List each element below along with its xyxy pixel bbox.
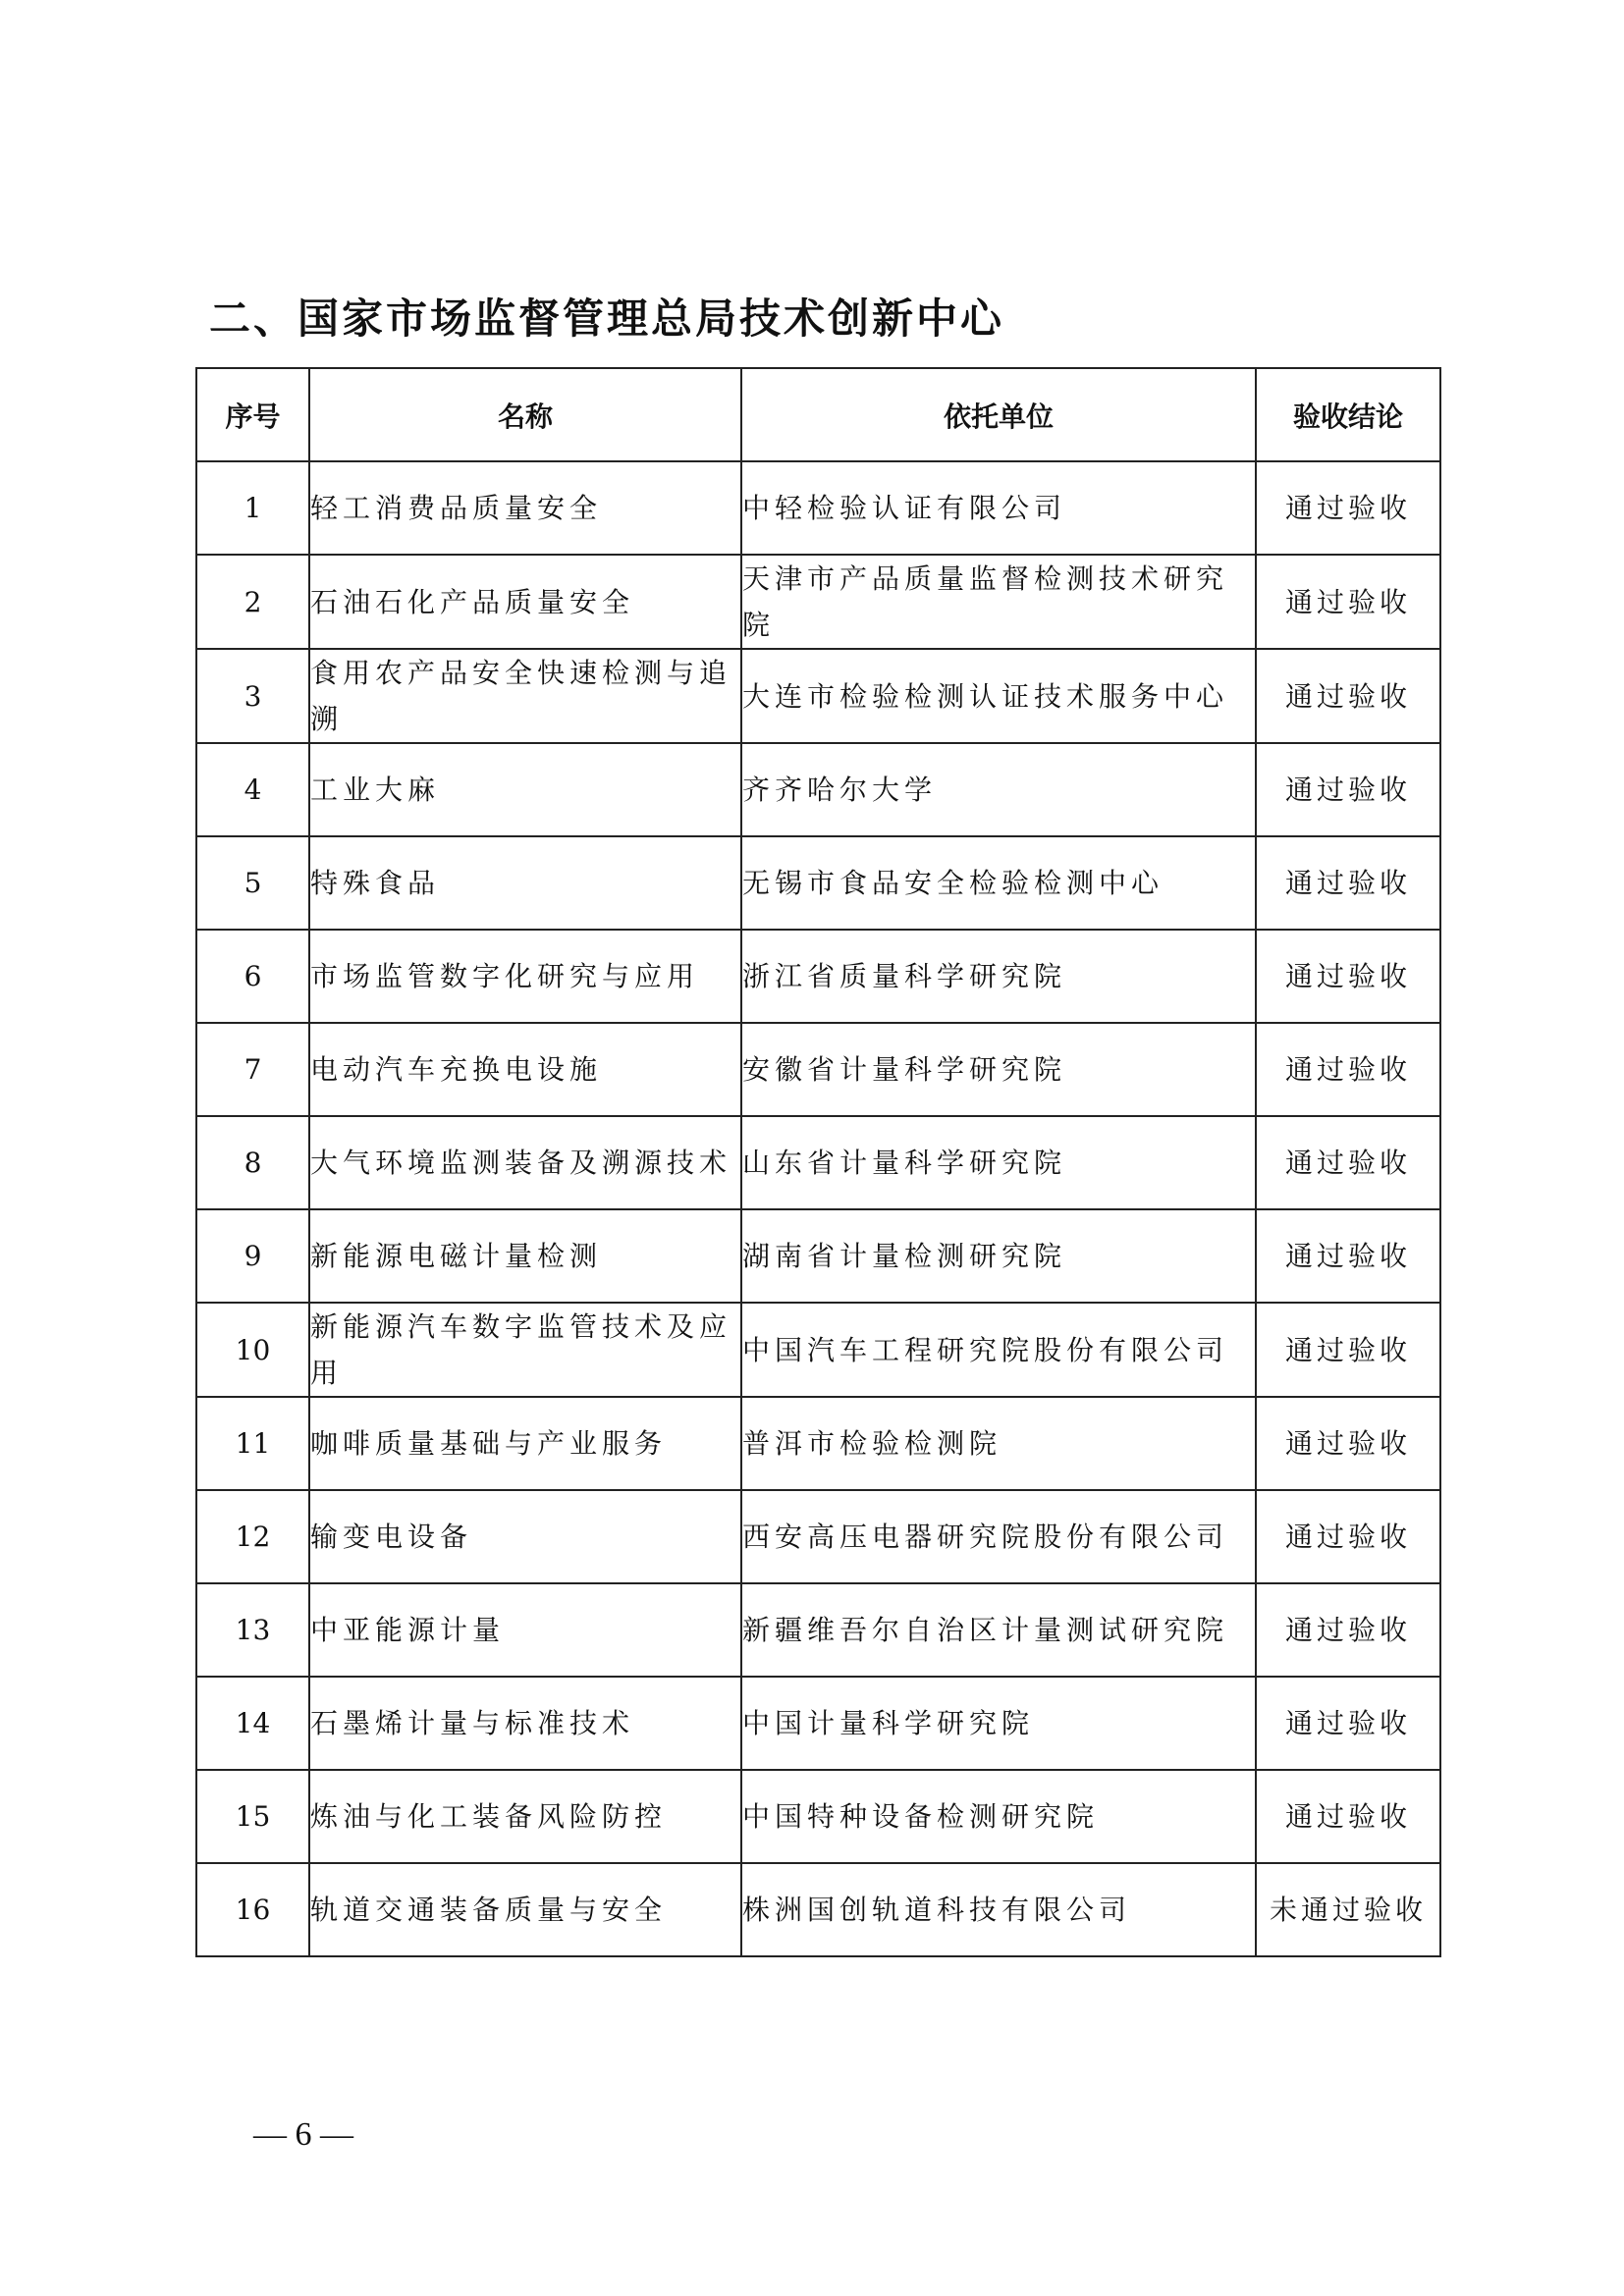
row-name: 石油石化产品质量安全 (309, 555, 741, 649)
row-unit: 天津市产品质量监督检测技术研究院 (741, 555, 1256, 649)
row-result: 通过验收 (1256, 1303, 1440, 1397)
row-unit: 新疆维吾尔自治区计量测试研究院 (741, 1583, 1256, 1677)
row-result: 通过验收 (1256, 1209, 1440, 1303)
section-title: 二、国家市场监督管理总局技术创新中心 (209, 294, 1005, 343)
header-unit: 依托单位 (741, 368, 1256, 461)
row-name: 新能源电磁计量检测 (309, 1209, 741, 1303)
row-unit: 中国计量科学研究院 (741, 1677, 1256, 1770)
row-num: 4 (196, 743, 309, 836)
row-unit: 中国特种设备检测研究院 (741, 1770, 1256, 1863)
row-name: 炼油与化工装备风险防控 (309, 1770, 741, 1863)
row-result: 通过验收 (1256, 461, 1440, 555)
row-result: 通过验收 (1256, 1770, 1440, 1863)
row-num: 15 (196, 1770, 309, 1863)
table-row (196, 1397, 1440, 1490)
row-name: 市场监管数字化研究与应用 (309, 930, 741, 1023)
row-unit: 安徽省计量科学研究院 (741, 1023, 1256, 1116)
table-row (196, 930, 1440, 1023)
row-name: 输变电设备 (309, 1490, 741, 1583)
row-num: 3 (196, 649, 309, 743)
results-table (195, 367, 1441, 1957)
row-result: 未通过验收 (1256, 1863, 1440, 1956)
row-result: 通过验收 (1256, 1583, 1440, 1677)
table-row (196, 1116, 1440, 1209)
table-row (196, 555, 1440, 649)
row-name: 特殊食品 (309, 836, 741, 930)
row-num: 1 (196, 461, 309, 555)
row-name: 大气环境监测装备及溯源技术 (309, 1116, 741, 1209)
row-name: 工业大麻 (309, 743, 741, 836)
row-num: 8 (196, 1116, 309, 1209)
row-num: 13 (196, 1583, 309, 1677)
row-unit: 西安高压电器研究院股份有限公司 (741, 1490, 1256, 1583)
row-result: 通过验收 (1256, 1397, 1440, 1490)
row-name: 轻工消费品质量安全 (309, 461, 741, 555)
row-num: 10 (196, 1303, 309, 1397)
row-result: 通过验收 (1256, 836, 1440, 930)
row-name: 石墨烯计量与标准技术 (309, 1677, 741, 1770)
row-result: 通过验收 (1256, 1116, 1440, 1209)
row-unit: 大连市检验检测认证技术服务中心 (741, 649, 1256, 743)
row-result: 通过验收 (1256, 743, 1440, 836)
row-unit: 浙江省质量科学研究院 (741, 930, 1256, 1023)
table-row (196, 1863, 1440, 1956)
row-result: 通过验收 (1256, 1677, 1440, 1770)
row-result: 通过验收 (1256, 555, 1440, 649)
table-row (196, 1023, 1440, 1116)
table-row (196, 461, 1440, 555)
row-unit: 无锡市食品安全检验检测中心 (741, 836, 1256, 930)
row-num: 11 (196, 1397, 309, 1490)
row-name: 食用农产品安全快速检测与追溯 (309, 649, 741, 743)
table-header-row (196, 368, 1440, 461)
row-unit: 湖南省计量检测研究院 (741, 1209, 1256, 1303)
table-row (196, 649, 1440, 743)
page-number: — 6 — (253, 2116, 353, 2153)
row-unit: 普洱市检验检测院 (741, 1397, 1256, 1490)
row-result: 通过验收 (1256, 1023, 1440, 1116)
row-name: 咖啡质量基础与产业服务 (309, 1397, 741, 1490)
row-name: 新能源汽车数字监管技术及应用 (309, 1303, 741, 1397)
row-result: 通过验收 (1256, 1490, 1440, 1583)
row-result: 通过验收 (1256, 649, 1440, 743)
table-row (196, 1209, 1440, 1303)
row-unit: 中轻检验认证有限公司 (741, 461, 1256, 555)
row-num: 2 (196, 555, 309, 649)
row-num: 9 (196, 1209, 309, 1303)
table-row (196, 1770, 1440, 1863)
header-name: 名称 (309, 368, 741, 461)
header-num: 序号 (196, 368, 309, 461)
row-unit: 齐齐哈尔大学 (741, 743, 1256, 836)
row-unit: 株洲国创轨道科技有限公司 (741, 1863, 1256, 1956)
row-unit: 山东省计量科学研究院 (741, 1116, 1256, 1209)
table-row (196, 1677, 1440, 1770)
row-num: 6 (196, 930, 309, 1023)
row-num: 14 (196, 1677, 309, 1770)
row-name: 电动汽车充换电设施 (309, 1023, 741, 1116)
table-row (196, 1583, 1440, 1677)
header-result: 验收结论 (1256, 368, 1440, 461)
table-row (196, 743, 1440, 836)
table-row (196, 1490, 1440, 1583)
row-unit: 中国汽车工程研究院股份有限公司 (741, 1303, 1256, 1397)
row-name: 中亚能源计量 (309, 1583, 741, 1677)
table-row (196, 836, 1440, 930)
row-num: 12 (196, 1490, 309, 1583)
row-num: 7 (196, 1023, 309, 1116)
row-num: 5 (196, 836, 309, 930)
row-name: 轨道交通装备质量与安全 (309, 1863, 741, 1956)
row-result: 通过验收 (1256, 930, 1440, 1023)
table-row (196, 1303, 1440, 1397)
row-num: 16 (196, 1863, 309, 1956)
